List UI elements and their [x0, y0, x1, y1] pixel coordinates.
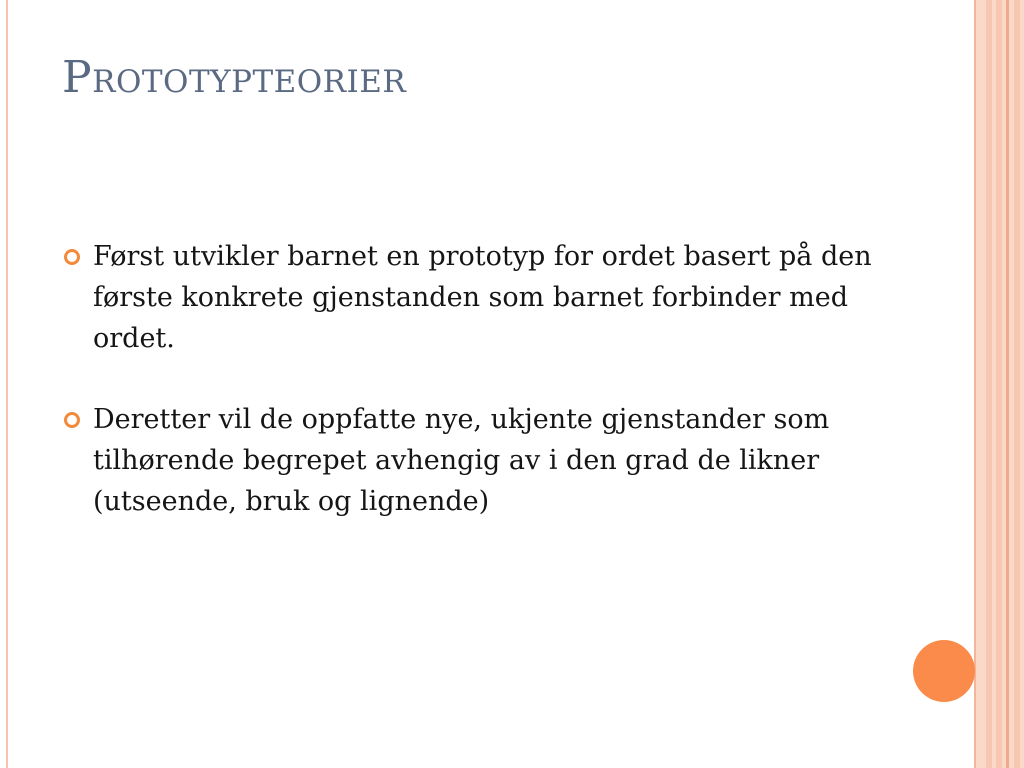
decorative-stripe: [1006, 0, 1009, 768]
left-border-line: [6, 0, 8, 768]
decorative-stripe: [986, 0, 992, 768]
list-item: [62, 399, 892, 522]
decorative-stripe: [1014, 0, 1020, 768]
slide-title: Prototypteorier: [62, 52, 407, 103]
orange-circle-icon: [913, 640, 975, 702]
bullet-text: Deretter vil de oppfatte nye, ukjente gjenstander som tilhørende begrepet avhengig av i den grad de likner (utseende, bruk og lignende): [93, 404, 830, 517]
bullet-list: [62, 236, 892, 562]
ring-bullet-icon: [64, 412, 80, 428]
decorative-stripe: [996, 0, 1002, 768]
decorative-stripe: [974, 0, 976, 768]
bullet-text: Først utvikler barnet en prototyp for ordet basert på den første konkrete gjenstanden som barnet forbinder med ordet.: [93, 241, 872, 354]
ring-bullet-icon: [64, 249, 80, 265]
list-item: [62, 236, 892, 359]
